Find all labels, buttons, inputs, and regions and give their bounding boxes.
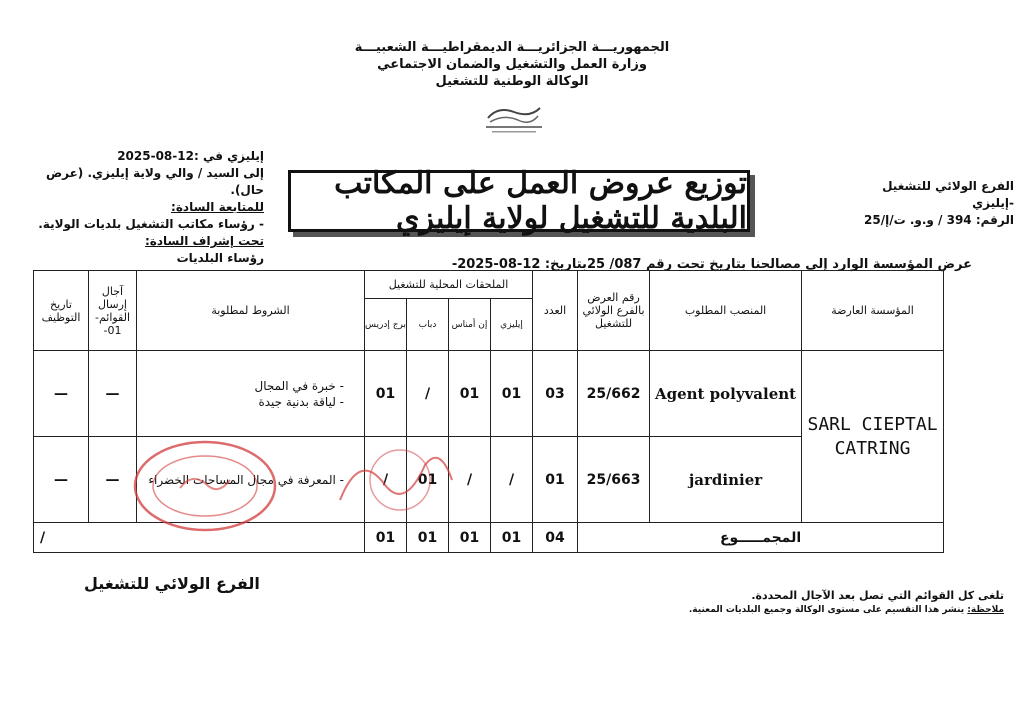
followup-label: للمتابعة السادة:	[171, 200, 264, 214]
row-offer-no: 25/663	[578, 437, 650, 523]
condition-item: - المعرفة في مجال المساحات الخضراء	[148, 472, 344, 487]
header-annex-debdeb: دباب	[407, 299, 449, 351]
header-post: المنصب المطلوب	[650, 271, 802, 351]
addressee-block	[14, 148, 264, 267]
deadline-notice: تلغى كل القوائم التي تصل بعد الآجال المحددة.	[751, 589, 1004, 602]
total-annex-bordj: 01	[365, 523, 407, 553]
official-stamp-icon	[130, 438, 280, 534]
row-annex-illizi: 01	[491, 351, 533, 437]
note-label: ملاحظة:	[967, 605, 1004, 615]
supervision-label: تحت إشراف السادة:	[144, 234, 264, 248]
condition-item: - لياقة بدنية جيدة	[258, 394, 344, 409]
signature-icon	[330, 440, 460, 520]
total-annex-in-amenas: 01	[449, 523, 491, 553]
company-name-text: SARL CIEPTAL CATRING	[807, 413, 938, 459]
row-count: 01	[533, 437, 578, 523]
row-count: 03	[533, 351, 578, 437]
row-annex-in-amenas: /	[449, 437, 491, 523]
row-annex-debdeb: /	[407, 351, 449, 437]
anem-logo-icon	[478, 100, 550, 136]
total-count: 04	[533, 523, 578, 553]
header-line-1: الجمهوريـــة الجزائريـــة الديمقراطيـــة الشعبيـــة	[354, 40, 670, 55]
total-annex-illizi: 01	[491, 523, 533, 553]
row-post: jardinier	[650, 437, 802, 523]
row-annex-illizi: /	[491, 437, 533, 523]
reference-number: الرقم: 394 / و.و. ت/إ/25	[864, 213, 1014, 227]
header-conditions: الشروط لمطلوبة	[137, 271, 365, 351]
total-label: المجمـــــوع	[578, 523, 944, 553]
row-hiring-date: —	[34, 351, 89, 437]
header-annex-illizi: إيليزي	[491, 299, 533, 351]
header-count: العدد	[533, 271, 578, 351]
row-annex-bordj: 01	[365, 351, 407, 437]
row-annex-bordj: /	[365, 437, 407, 523]
header-annex-bordj-omar-driss: برج إدريس	[365, 299, 407, 351]
letter-recipient: إلى السيد / والي ولاية إيليزي. (عرض حال).	[46, 166, 264, 197]
row-annex-in-amenas: 01	[449, 351, 491, 437]
total-tail: /	[34, 523, 365, 553]
followup-item: - رؤساء مكاتب التشغيل بلديات الولاية.	[38, 217, 264, 231]
table-row	[34, 351, 944, 437]
sender-block	[846, 178, 1014, 229]
footer-notes	[640, 588, 1004, 618]
total-annex-debdeb: 01	[407, 523, 449, 553]
supervision-item: رؤساء البلديات	[176, 251, 264, 265]
header-offer-no: رقم العرض بالفرع الولائي للتشغيل	[578, 271, 650, 351]
row-hiring-date: —	[34, 437, 89, 523]
header-hiring-date: تاريخ التوظيف	[34, 271, 89, 351]
header-annex-in-amenas: إن أمناس	[449, 299, 491, 351]
header-line-2: وزارة العمل والتشغيل والضمان الاجتماعي	[377, 57, 647, 72]
condition-item: - خبرة في المجال	[254, 378, 344, 393]
offer-reference: عرض المؤسسة الوارد إلى مصالحنا بتاريخ تحت رقم 087/ 25بتاريخ: 12-08-2025-	[451, 257, 972, 272]
header-deadline: آجال إرسال القوائم- 01-	[89, 271, 137, 351]
header-annexes: الملحقات المحلية للتشغيل	[365, 271, 533, 299]
row-deadline: —	[89, 351, 137, 437]
row-conditions	[137, 351, 365, 437]
company-name	[802, 351, 944, 523]
row-post: Agent polyvalent	[650, 351, 802, 437]
document-title: توزيع عروض العمل على المكاتب البلدية للتشغيل لولاية إيليزي	[288, 170, 750, 232]
header-company: المؤسسة العارضة	[802, 271, 944, 351]
row-offer-no: 25/662	[578, 351, 650, 437]
note-text: ينشر هذا التقسيم على مستوى الوكالة وجميع البلديات المعنية.	[688, 605, 965, 615]
letter-date: إيليزي في :12-08-2025	[117, 149, 264, 163]
row-deadline: —	[89, 437, 137, 523]
header-line-3: الوكالة الوطنية للتشغيل	[435, 74, 589, 89]
sender-branch: الفرع الولائي للتشغيل -إيليزي	[882, 179, 1014, 210]
row-annex-debdeb: 01	[407, 437, 449, 523]
signature-label: الفرع الولائي للتشغيل	[84, 574, 260, 593]
